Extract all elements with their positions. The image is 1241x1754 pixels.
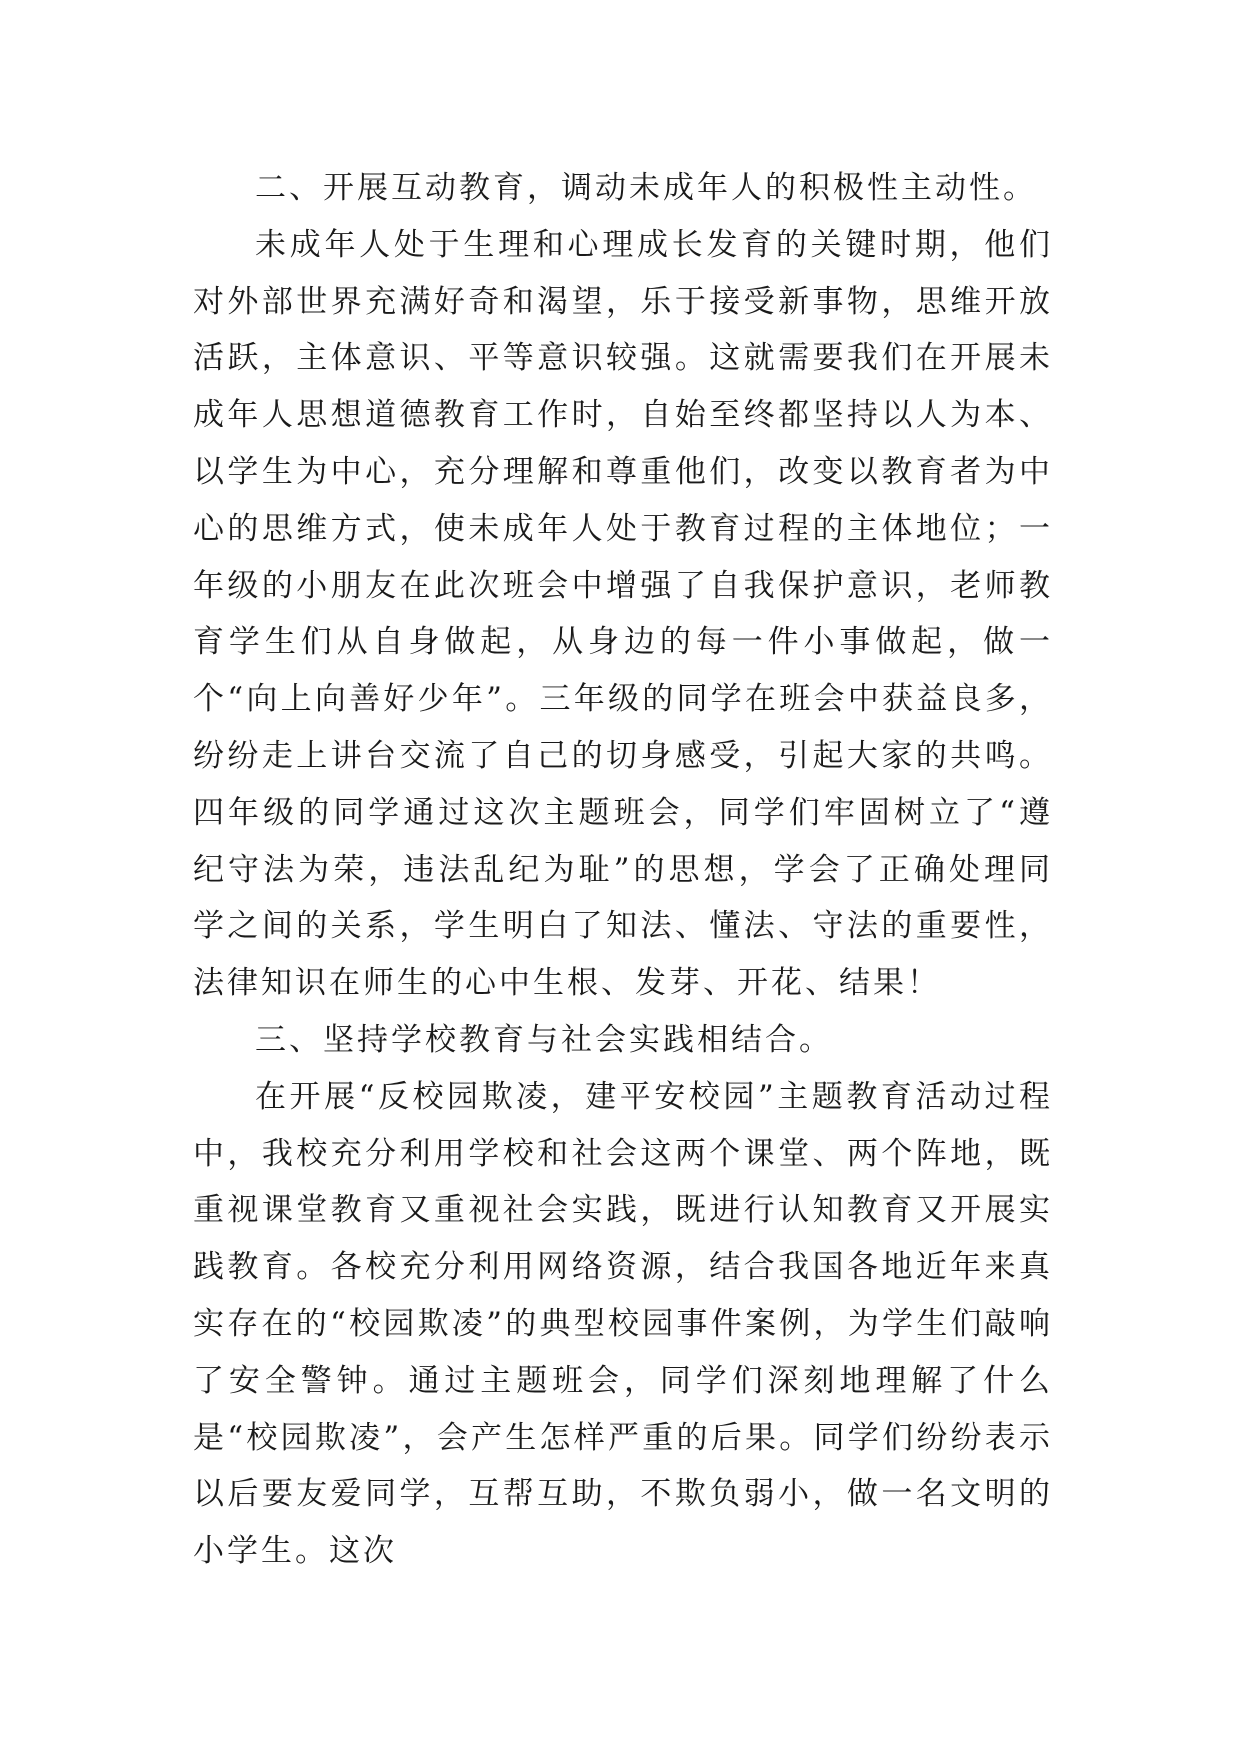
section-heading-3: 三、坚持学校教育与社会实践相结合。 xyxy=(255,1021,833,1058)
section-heading-2: 二、开展互动教育，调动未成年人的积极性主动性。 xyxy=(255,170,1037,206)
document-body xyxy=(193,160,1053,1580)
body-paragraph: 在开展“反校园欺凌，建平安校园”主题教育活动过程中，我校充分利用学校和社会这两个课堂、两个阵地，既重视课堂教育又重视社会实践，既进行认知教育又开展实践教育。各校充分利用网络资源，结合我国各地近年来真实存在的“校园欺凌”的典型校园事件案例，为学生们敲响了安全警钟。通过主题班会，同学们深刻地理解了什么是“校园欺凌”，会产生怎样严重的后果。同学们纷纷表示以后要友爱同学，互帮互助，不欺负弱小，做一名文明的小学生。这次 xyxy=(193,1078,1053,1570)
body-paragraph: 未成年人处于生理和心理成长发育的关键时期，他们对外部世界充满好奇和渴望，乐于接受新事物，思维开放活跃，主体意识、平等意识较强。这就需要我们在开展未成年人思想道德教育工作时，自始至终都坚持以人为本、以学生为中心，充分理解和尊重他们，改变以教育者为中心的思维方式，使未成年人处于教育过程的主体地位；一年级的小朋友在此次班会中增强了自我保护意识，老师教育学生们从自身做起，从身边的每一件小事做起，做一个“向上向善好少年”。三年级的同学在班会中获益良多，纷纷走上讲台交流了自己的切身感受，引起大家的共鸣。四年级的同学通过这次主题班会，同学们牢固树立了“遵纪守法为荣，违法乱纪为耻”的思想，学会了正确处理同学之间的关系，学生明白了知法、懂法、守法的重要性，法律知识在师生的心中生根、发芽、开花、结果！ xyxy=(193,226,1053,1002)
